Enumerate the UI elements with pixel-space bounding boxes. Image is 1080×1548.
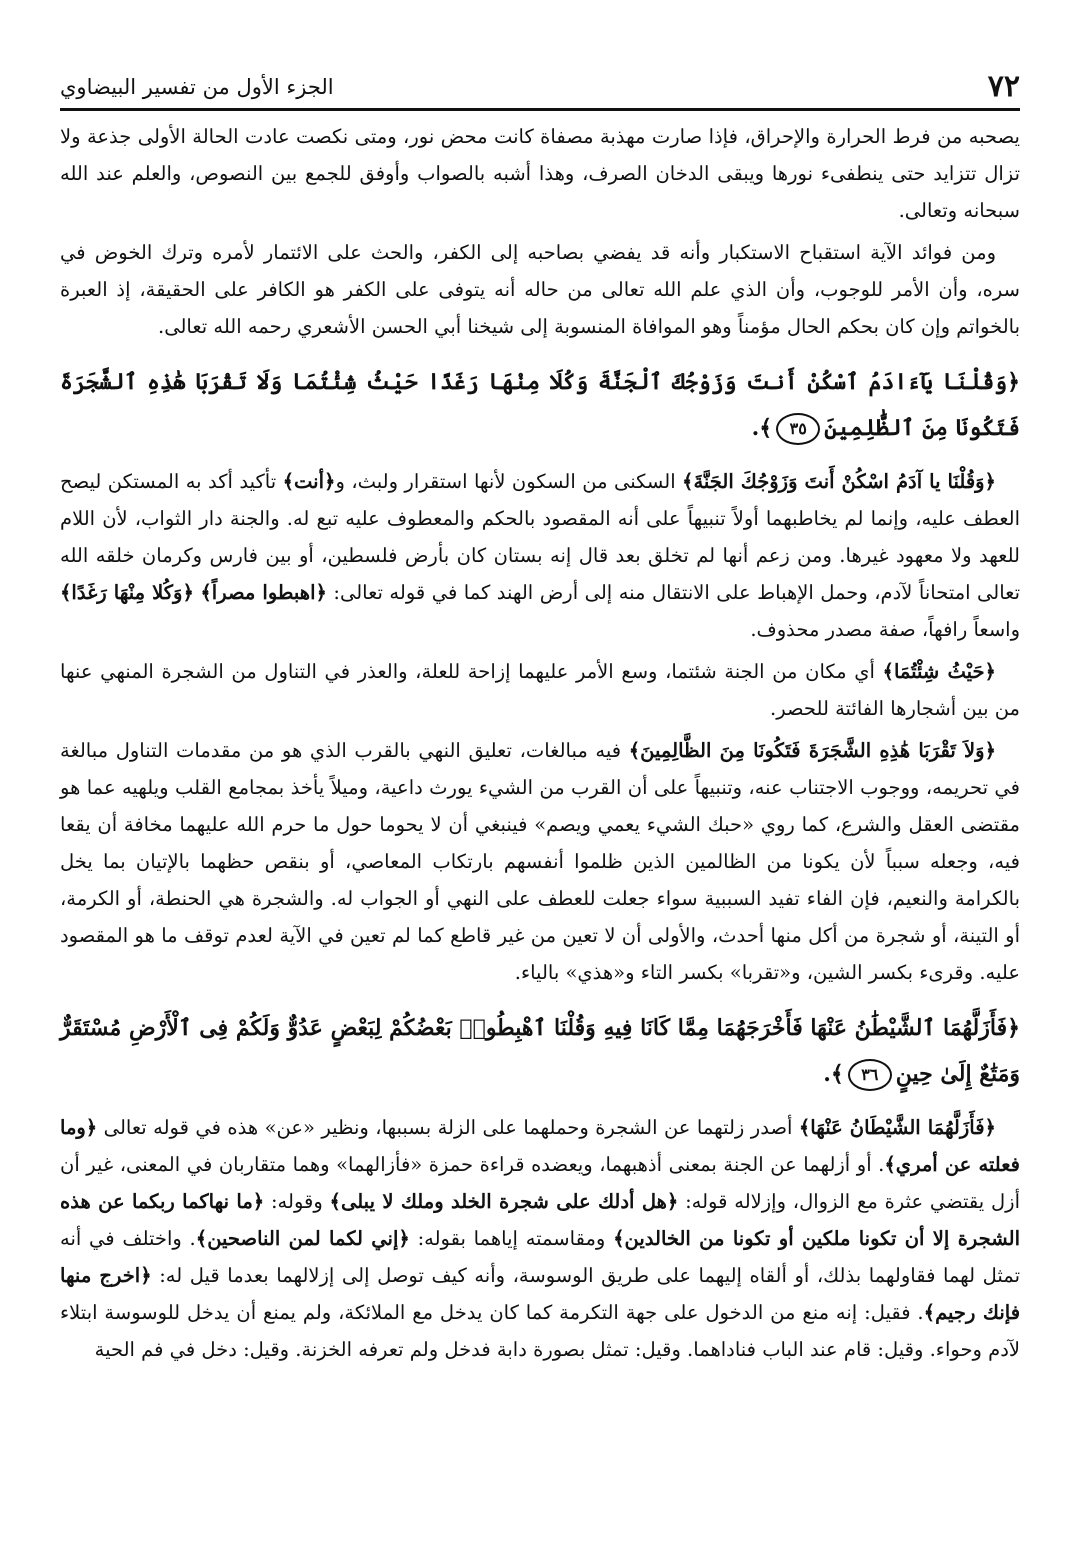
quran-quote: ﴿اخرج منها فإنك رجيم﴾ — [60, 1264, 1021, 1324]
text-segment: . أو أزلهما عن الجنة بمعنى أذهبهما، ويعضده قراءة حمزة «فأزالهما» وهما متقاربان في المعنى، غير أن أزل يقتضي عثرة مع الزوال، وإزلاله قوله: — [60, 1153, 1020, 1213]
text-segment: تأكيد أكد به المستكن ليصح العطف عليه، وإنما لم يخاطبهما أولاً تنبيهاً على أنه المقصود بالحكم والمعطوف عليه تبع له. والجنة دار الثواب، لأن اللام للعهد ولا معهود غيرها. ومن زعم أنها لم تخلق بعد قال إنه بستان كان بأرض فلسطين، أو بين فارس وكرمان خلقه الله تعالى امتحاناً لآدم، وحمل الإهباط على الانتقال منه إلى أرض الهند كما في قوله تعالى: — [60, 470, 1021, 604]
text-segment: يصحبه من فرط الحرارة والإحراق، فإذا صارت مهذبة مصفاة كانت محض نور، ومتى نكصت عادت الحالة الأولى جذعة ولا تزال تتزايد حتى ينطفىء نورها ويبقى الدخان الصرف، وهذا أشبه بالصواب وأوفق للجمع بين النصوص، والعلم عند الله سبحانه وتعالى. — [60, 125, 1020, 222]
quran-quote: ﴿وَكُلا مِنْهَا رَغَدًا﴾ — [60, 581, 194, 604]
page-number: ٧٢ — [987, 69, 1020, 104]
quran-quote: ﴿وَقُلْنَا يَآءَادَمُ ٱسْكُنْ أَنتَ وَزَوْجُكَ ٱلْجَنَّةَ وَكُلَا مِنْهَا رَغَدًا حَيْثُ شِئْتُمَا وَلَا تَقْرَبَا هَٰذِهِ ٱلشَّجَرَةَ فَتَكُونَا مِنَ ٱلظَّٰلِمِينَ — [60, 369, 1020, 441]
quran-quote: ﴿إني لكما لمن الناصحين﴾ — [195, 1227, 410, 1250]
text-segment: وقوله: — [264, 1190, 330, 1213]
text-segment: أي مكان من الجنة شئتما، وسع الأمر عليهما إزاحة للعلة، والعذر في التناول من الشجرة المنهي عنها من بين أشجارها الفائتة للحصر. — [60, 660, 1020, 720]
quran-quote: ﴿فَأَزَلَّهُمَا الشَّيْطَانُ عَنْهَا﴾ — [798, 1116, 996, 1139]
commentary-paragraph — [60, 1109, 1020, 1368]
quran-verse — [60, 1005, 1020, 1097]
text-segment: أصدر زلتهما عن الشجرة وحملهما على الزلة بسببها، ونظير «عن» هذه في قوله تعالى — [97, 1116, 799, 1139]
quran-quote: ﴿وَقُلْنَا يا آدَمُ اسْكُنْ أَنتَ وَزَوْجُكَ الجَنَّةَ﴾ — [682, 470, 996, 493]
running-title: الجزء الأول من تفسير البيضاوي — [60, 75, 334, 99]
text-segment: ومن فوائد الآية استقباح الاستكبار وأنه قد يفضي بصاحبه إلى الكفر، والحث على الائتمار لأمره وترك الخوض في سره، وأن الأمر للوجوب، وأن الذي علم الله تعالى من حاله أنه يتوفى على الكفر هو الكافر على الحقيقة، إذ العبرة بالخواتم وإن كان بحكم الحال مؤمناً وهو الموافاة المنسوبة إلى شيخنا أبي الحسن الأشعري رحمه الله تعالى. — [60, 241, 1020, 338]
commentary-paragraph — [60, 118, 1020, 229]
commentary-paragraph — [60, 732, 1020, 991]
page-header — [60, 58, 1020, 102]
text-segment: السكنى من السكون لأنها استقرار ولبث، و — [335, 470, 683, 493]
quran-quote: ﴾. — [823, 1061, 844, 1087]
text-segment: . واختلف في أنه تمثل لهما فقاولهما بذلك، أو ألقاه إليهما على طريق الوسوسة، وأنه كيف توصل إلى إزلالهما بعدما قيل له: — [60, 1227, 1020, 1287]
header-rule — [60, 108, 1020, 111]
commentary-paragraph — [60, 653, 1020, 727]
quran-quote: ﴿اهبطوا مصراً﴾ — [200, 581, 327, 604]
text-segment: ومقاسمته إياهما بقوله: — [409, 1227, 614, 1250]
quran-quote: ﴿فَأَزَلَّهُمَا ٱلشَّيْطَٰنُ عَنْهَا فَأَخْرَجَهُمَا مِمَّا كَانَا فِيهِ وَقُلْنَا ٱهْبِطُوا۟ بَعْضُكُمْ لِبَعْضٍ عَدُوٌّ وَلَكُمْ فِى ٱلْأَرْضِ مُسْتَقَرٌّ وَمَتَٰعٌ إِلَىٰ حِينٍ — [60, 1015, 1020, 1087]
commentary-paragraph — [60, 234, 1020, 345]
commentary-paragraph — [60, 463, 1020, 648]
quran-verse — [60, 359, 1020, 451]
text-segment: فيه مبالغات، تعليق النهي بالقرب الذي هو من مقدمات التناول مبالغة في تحريمه، ووجوب الاجتناب عنه، وتنبيهاً على أن القرب من الشيء يورث داعية، وميلاً يأخذ بمجامع القلب ويلهيه عما هو مقتضى العقل والشرع، كما روي «حبك الشيء يعمي ويصم» فينبغي أن لا يحوما حول ما حرم الله عليهما مخافة أن يقعا فيه، وجعله سبباً لأن يكونا من الظالمين الذين ظلموا أنفسهم بارتكاب المعاصي، أو بنقص حظهما بالإتيان بما يخل بالكرامة والنعيم، فإن الفاء تفيد السببية سواء جعلت للعطف على النهي أو الجواب له. والشجرة هي الحنطة، أو الكرمة، أو التينة، أو شجرة من أكل منها أحدث، والأولى أن لا تعين من غير قاطع كما لم تعين في الآية لعدم توقف ما هو المقصود عليه. وقرىء بكسر الشين، و«تقربا» بكسر التاء و«هذي» بالياء. — [60, 739, 1021, 984]
quran-quote: ﴿هل أدلك على شجرة الخلد وملك لا يبلى﴾ — [329, 1190, 679, 1213]
quran-quote: ﴿وَلاَ تَقْرَبَا هَٰذِهِ الشَّجَرَةَ فَتَكُونَا مِنَ الظَّالِمِينَ﴾ — [628, 739, 996, 762]
quran-quote: ﴾. — [751, 415, 773, 441]
commentary-body — [60, 118, 1020, 1518]
quran-quote: ﴿وما فعلته عن أمري﴾ — [60, 1116, 1020, 1176]
text-segment: . فقيل: إنه منع من الدخول على جهة التكرمة كما كان يدخل مع الملائكة، ولم يمنع أن يدخل للوسوسة ابتلاء لآدم وحواء. وقيل: قام عند الباب فناداهما. وقيل: تمثل بصورة دابة فدخل ولم تعرفه الخزنة. وقيل: دخل في فم الحية — [60, 1301, 1020, 1361]
ayah-number-mark: ٣٦ — [848, 1059, 892, 1091]
ayah-number-mark: ٣٥ — [776, 413, 820, 445]
text-segment: واسعاً رافهاً، صفة مصدر محذوف. — [750, 618, 1020, 641]
quran-quote: ﴿حَيْثُ شِئْتُمَا﴾ — [882, 660, 996, 683]
quran-quote: ﴿ما نهاكما ربكما عن هذه الشجرة إلا أن تكونا ملكين أو تكونا من الخالدين﴾ — [60, 1190, 1021, 1250]
quran-quote: ﴿أنت﴾ — [282, 470, 336, 493]
